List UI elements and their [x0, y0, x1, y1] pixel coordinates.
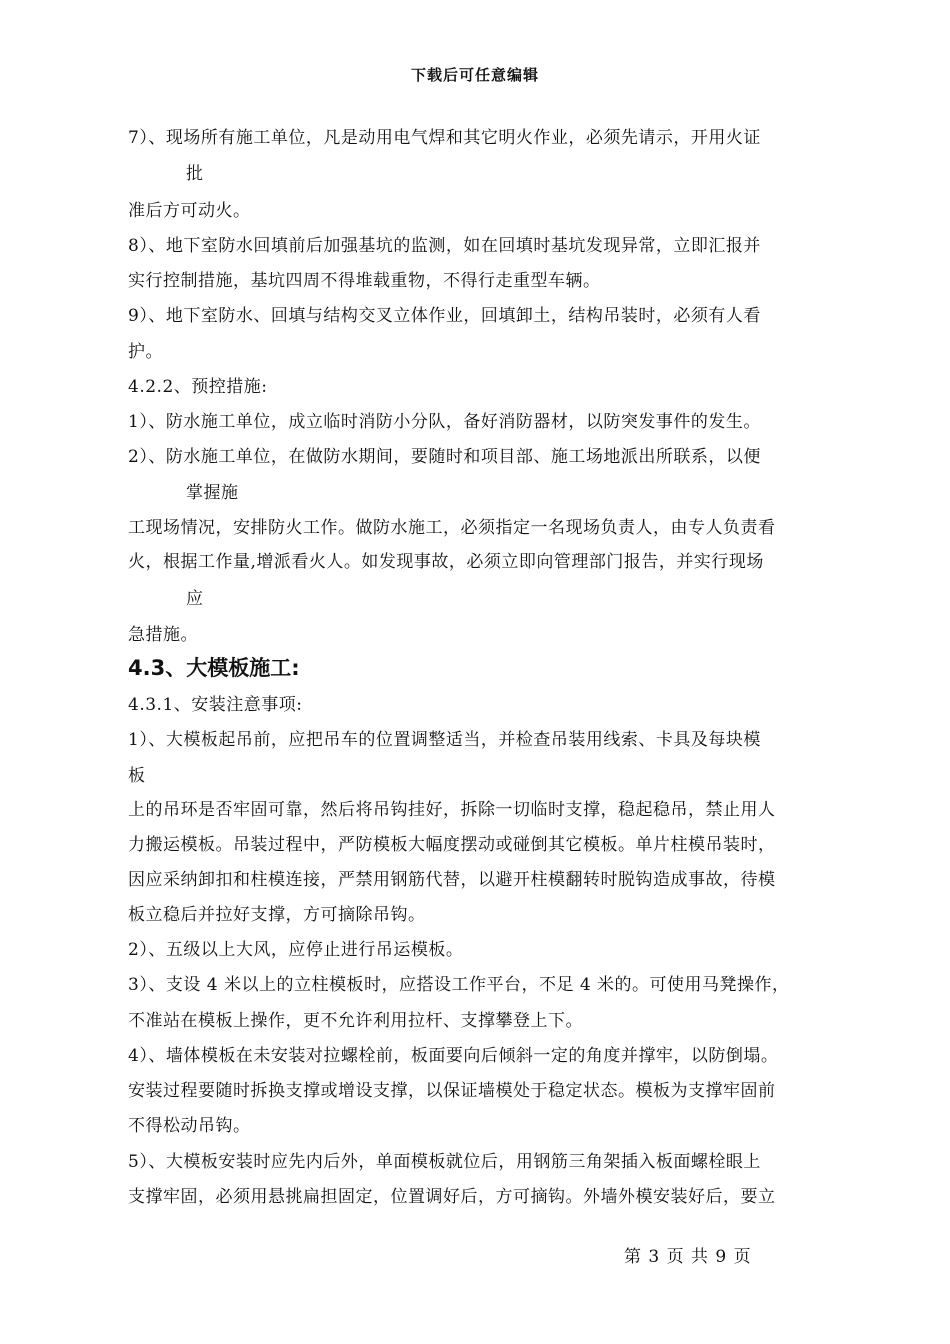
text-line-item3: 3）、支设 4 米以上的立柱模板时，应搭设工作平台，不足 4 米的。可使用马凳操作， — [128, 975, 790, 995]
text-line-item2-wrap: 掌握施 — [186, 483, 239, 503]
text-line: 支撑牢固，必须用悬挑扁担固定，位置调好后，方可摘钩。外墙外模安装好后，要立 — [128, 1187, 776, 1207]
text-line-item2: 2）、防水施工单位，在做防水期间，要随时和项目部、施工场地派出所联系，以便 — [128, 447, 761, 467]
text-line: 不得松动吊钩。 — [128, 1116, 251, 1136]
text-line: 安装过程要随时拆换支撑或增设支撑，以保证墙模处于稳定状态。模板为支撑牢固前 — [128, 1081, 776, 1101]
section-heading-4-3: 4.3、大模板施工: — [128, 656, 300, 680]
text-line-item7: 7）、现场所有施工单位，凡是动用电气焊和其它明火作业，必须先请示，开用火证 — [128, 128, 761, 148]
text-line: 上的吊环是否牢固可靠，然后将吊钩挂好，拆除一切临时支撑，稳起稳吊，禁止用人 — [128, 800, 776, 820]
text-line: 力搬运模板。吊装过程中，严防模板大幅度摆动或碰倒其它模板。单片柱模吊装时， — [128, 835, 776, 855]
text-line-item2: 2）、五级以上大风，应停止进行吊运模板。 — [128, 940, 464, 960]
text-line: 工现场情况，安排防火工作。做防水施工，必须指定一名现场负责人，由专人负责看 — [128, 518, 776, 538]
text-line-item4: 4）、墙体模板在未安装对拉螺栓前，板面要向后倾斜一定的角度并撑牢，以防倒塌。 — [128, 1046, 779, 1066]
text-line-item1: 1）、防水施工单位，成立临时消防小分队，备好消防器材，以防突发事件的发生。 — [128, 412, 761, 432]
text-line-item7-wrap: 批 — [186, 164, 204, 184]
text-line: 因应采纳卸扣和柱模连接，严禁用钢筋代替，以避开柱模翻转时脱钩造成事故，待模 — [128, 870, 776, 890]
text-line-item1: 1）、大模板起吊前，应把吊车的位置调整适当，并检查吊装用线索、卡具及每块模 — [128, 730, 761, 750]
text-line-item8: 8）、地下室防水回填前后加强基坑的监测，如在回填时基坑发现异常，立即汇报并 — [128, 236, 761, 256]
text-line: 不准站在模板上操作，更不允许利用拉杆、支撑攀登上下。 — [128, 1011, 583, 1031]
text-line: 准后方可动火。 — [128, 201, 251, 221]
subsection-heading-4-2-2: 4.2.2、预控措施: — [128, 377, 268, 397]
subsection-heading-4-3-1: 4.3.1、安装注意事项: — [128, 695, 303, 715]
text-line-item9: 9）、地下室防水、回填与结构交叉立体作业，回填卸土，结构吊装时，必须有人看 — [128, 306, 761, 326]
text-line-item1-wrap: 板 — [128, 766, 146, 786]
text-line: 实行控制措施，基坑四周不得堆载重物，不得行走重型车辆。 — [128, 271, 601, 291]
text-line: 板立稳后并拉好支撑，方可摘除吊钩。 — [128, 905, 426, 925]
text-line: 护。 — [128, 342, 163, 362]
page-number: 第 3 页 共 9 页 — [624, 1247, 752, 1267]
text-line: 火，根据工作量,增派看火人。如发现事故，必须立即向管理部门报告，并实行现场 — [128, 552, 764, 572]
text-line-item5: 5）、大模板安装时应先内后外，单面模板就位后，用钢筋三角架插入板面螺栓眼上 — [128, 1152, 761, 1172]
page-header: 下载后可任意编辑 — [410, 66, 539, 84]
text-line-wrap: 应 — [186, 589, 204, 609]
text-line: 急措施。 — [128, 625, 198, 645]
